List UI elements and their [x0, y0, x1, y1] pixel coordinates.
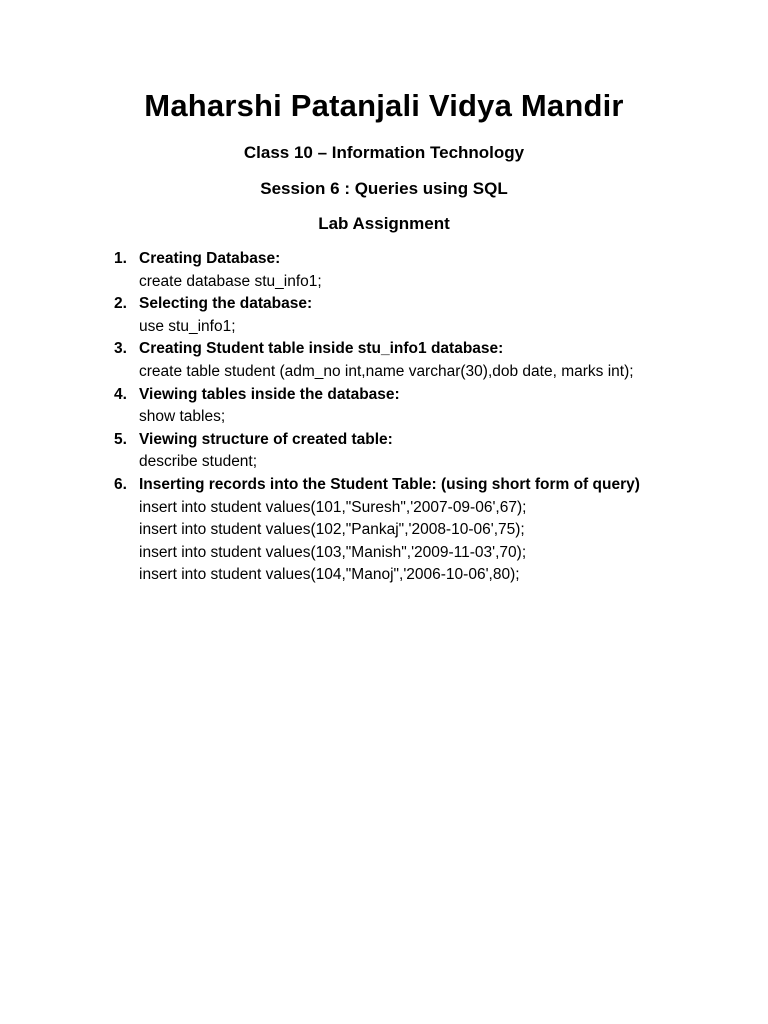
item-heading: Creating Database:	[139, 250, 281, 267]
list-item	[114, 293, 754, 338]
query-line: insert into student values(101,"Suresh",'2007-09-06',67);	[139, 498, 527, 516]
item-heading: Selecting the database:	[139, 295, 313, 313]
item-heading: Inserting records into the Student Table: (using short form of query)	[139, 475, 640, 493]
item-heading: Creating Student table inside stu_info1 database:	[139, 340, 504, 358]
item-number: 1.	[114, 250, 127, 267]
list-item	[114, 338, 754, 383]
class-subject-line: Class 10 – Information Technology	[243, 143, 525, 162]
query-line: insert into student values(104,"Manoj",'2006-10-06',80);	[139, 566, 520, 584]
query-line: insert into student values(103,"Manish",'2009-11-03',70);	[139, 543, 527, 561]
list-item	[114, 248, 754, 293]
query-line: create table student (adm_no int,name varchar(30),dob date, marks int);	[139, 362, 634, 380]
list-item	[114, 384, 754, 429]
query-line: create database stu_info1;	[139, 272, 322, 290]
item-number: 5.	[114, 430, 127, 448]
item-number: 2.	[114, 295, 127, 313]
school-title: Maharshi Patanjali Vidya Mandir	[144, 88, 624, 123]
query-line: describe student;	[139, 453, 258, 471]
query-line: use stu_info1;	[139, 317, 236, 335]
list-item	[114, 474, 754, 587]
assignment-list	[114, 248, 754, 587]
session-line: Session 6 : Queries using SQL	[260, 179, 508, 198]
list-item	[114, 429, 754, 474]
query-line: insert into student values(102,"Pankaj",'2008-10-06',75);	[139, 521, 525, 539]
item-number: 3.	[114, 340, 127, 358]
item-number: 4.	[114, 385, 127, 403]
item-number: 6.	[114, 475, 127, 493]
lab-assignment-heading: Lab Assignment	[318, 214, 450, 233]
query-line: show tables;	[139, 408, 226, 426]
item-heading: Viewing structure of created table:	[139, 430, 393, 448]
item-heading: Viewing tables inside the database:	[139, 385, 400, 403]
